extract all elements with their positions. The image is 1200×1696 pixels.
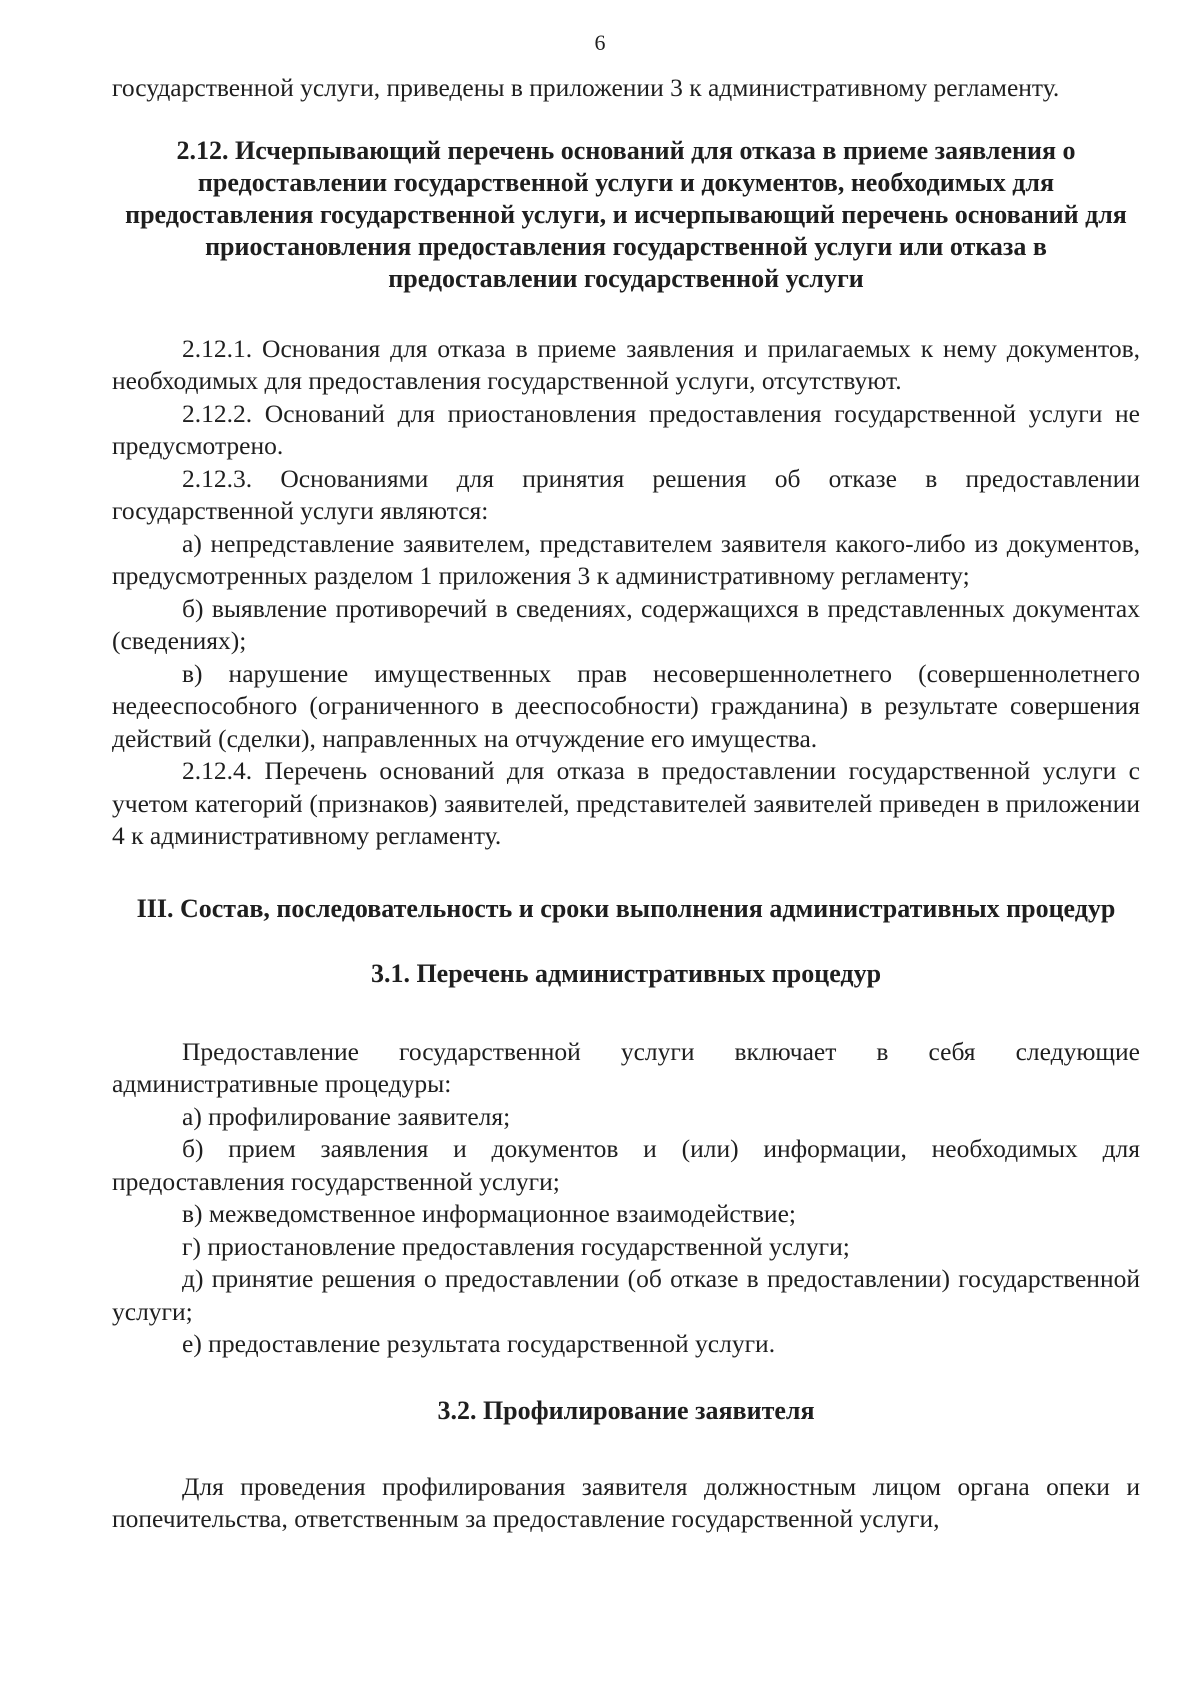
heading-2-12: 2.12. Исчерпывающий перечень оснований для отказа в приеме заявления о предоставлении государственной услуги и документов, необходимых для предоставления государственной услуги, и исчерпывающий перечень оснований для приостановления предоставления государственной услуги или отказа в предоставлении государственной услуги xyxy=(125,135,1127,293)
paragraph-2-12-1: 2.12.1. Основания для отказа в приеме заявления и прилагаемых к нему документов, необходимых для предоставления государственной услуги, отсутствуют. xyxy=(112,333,1140,395)
procedure-item-e: е) предоставление результата государственной услуги. xyxy=(182,1329,776,1358)
paragraph-3-1-intro: Предоставление государственной услуги включает в себя следующие административные процедуры: xyxy=(112,1036,1140,1098)
heading-section-iii: III. Состав, последовательность и сроки выполнения административных процедур xyxy=(136,893,1116,923)
paragraph-2-12-2: 2.12.2. Оснований для приостановления предоставления государственной услуги не предусмотрено. xyxy=(112,398,1140,460)
paragraph-2-12-3: 2.12.3. Основаниями для принятия решения об отказе в предоставлении государственной услуги являются: xyxy=(112,463,1140,525)
heading-3-1: 3.1. Перечень административных процедур xyxy=(370,958,882,988)
procedure-item-a: а) профилирование заявителя; xyxy=(182,1101,511,1131)
procedure-item-g: г) приостановление предоставления государственной услуги; xyxy=(182,1231,850,1261)
heading-3-2: 3.2. Профилирование заявителя xyxy=(437,1395,815,1425)
procedure-item-v: в) межведомственное информационное взаимодействие; xyxy=(182,1199,796,1228)
list-item-a: а) непредставление заявителем, представителем заявителя какого-либо из документов, предусмотренных разделом 1 приложения 3 к административному регламенту; xyxy=(112,528,1140,590)
paragraph-continuation: государственной услуги, приведены в приложении 3 к административному регламенту. xyxy=(112,73,1060,102)
list-item-b: б) выявление противоречий в сведениях, содержащихся в представленных документах (сведениях); xyxy=(112,593,1140,655)
procedure-item-d: д) принятие решения о предоставлении (об отказе в предоставлении) государственной услуги; xyxy=(112,1264,1140,1326)
procedure-item-b: б) прием заявления и документов и (или) информации, необходимых для предоставления государственной услуги; xyxy=(112,1134,1140,1196)
list-item-v: в) нарушение имущественных прав несовершеннолетнего (совершеннолетнего недееспособного (ограниченного в дееспособности) гражданина) в результате совершения действий (сделки), направленных на отчуждение его имущества. xyxy=(112,658,1140,753)
document-body xyxy=(112,72,1140,1536)
page-number: 6 xyxy=(594,30,606,55)
paragraph-3-2-intro: Для проведения профилирования заявителя должностным лицом органа опеки и попечительства, ответственным за предоставление государственной услуги, xyxy=(112,1471,1140,1533)
paragraph-2-12-4: 2.12.4. Перечень оснований для отказа в предоставлении государственной услуги с учетом категорий (признаков) заявителей, представителей заявителей приведен в приложении 4 к административному регламенту. xyxy=(112,756,1140,850)
